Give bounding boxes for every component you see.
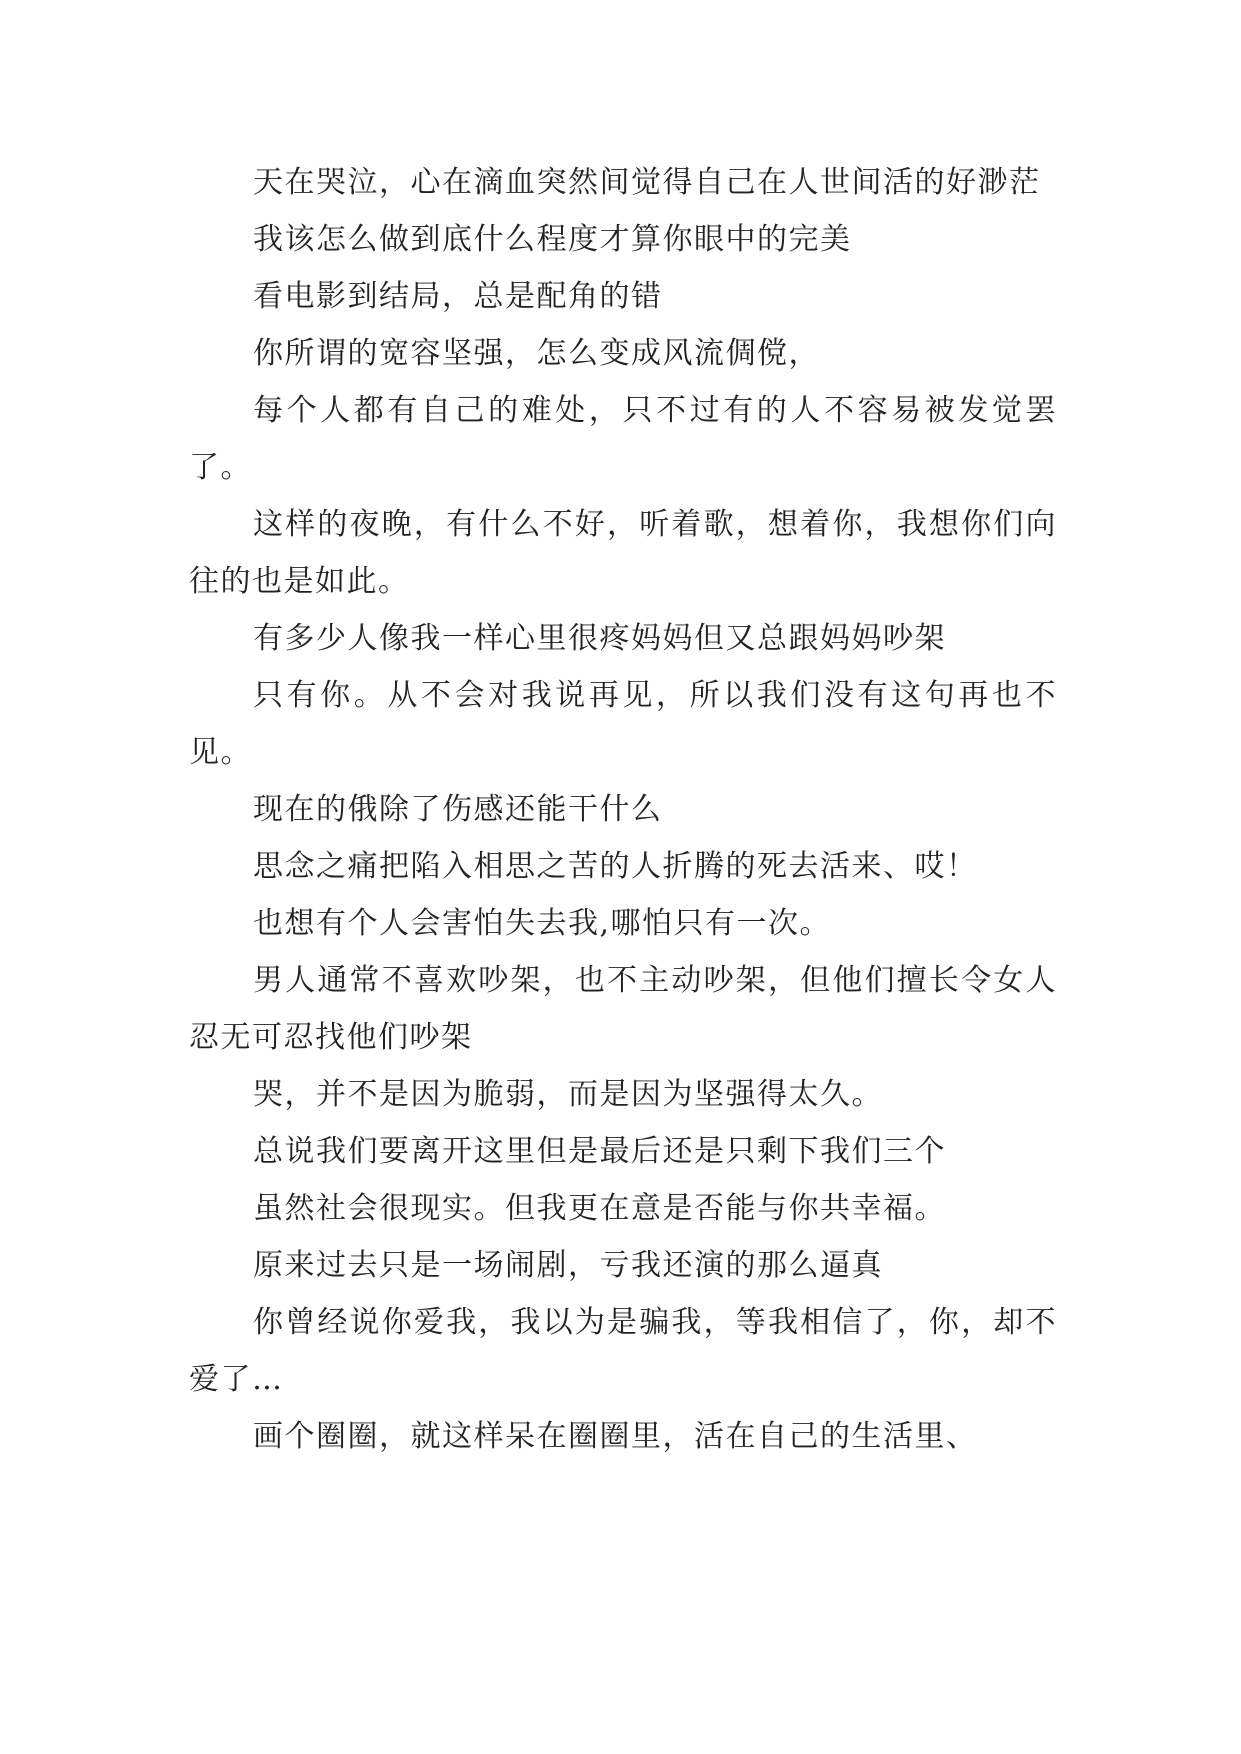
paragraph: 你曾经说你爱我，我以为是骗我，等我相信了，你，却不爱了… bbox=[189, 1305, 1057, 1397]
paragraph: 这样的夜晚，有什么不好，听着歌，想着你，我想你们向往的也是如此。 bbox=[189, 507, 1057, 599]
paragraph: 思念之痛把陷入相思之苦的人折腾的死去活来、哎！ bbox=[253, 849, 978, 884]
paragraph: 我该怎么做到底什么程度才算你眼中的完美 bbox=[253, 222, 852, 257]
paragraph: 有多少人像我一样心里很疼妈妈但又总跟妈妈吵架 bbox=[253, 621, 946, 656]
paragraph: 你所谓的宽容坚强，怎么变成风流倜傥， bbox=[253, 336, 820, 371]
paragraph: 男人通常不喜欢吵架，也不主动吵架，但他们擅长令女人忍无可忍找他们吵架 bbox=[189, 963, 1057, 1055]
paragraph: 画个圈圈，就这样呆在圈圈里，活在自己的生活里、 bbox=[253, 1419, 978, 1454]
paragraph: 每个人都有自己的难处，只不过有的人不容易被发觉罢了。 bbox=[189, 393, 1057, 485]
paragraph: 原来过去只是一场闹剧，亏我还演的那么逼真 bbox=[253, 1248, 883, 1283]
paragraph: 虽然社会很现实。但我更在意是否能与你共幸福。 bbox=[253, 1191, 946, 1226]
paragraph: 现在的俄除了伤感还能干什么 bbox=[253, 792, 663, 827]
document-body bbox=[189, 154, 1057, 1465]
paragraph: 看电影到结局，总是配角的错 bbox=[253, 279, 663, 314]
paragraph: 也想有个人会害怕失去我,哪怕只有一次。 bbox=[253, 906, 832, 941]
paragraph: 哭，并不是因为脆弱，而是因为坚强得太久。 bbox=[253, 1077, 883, 1112]
paragraph: 天在哭泣，心在滴血突然间觉得自己在人世间活的好渺茫 bbox=[253, 165, 1041, 200]
paragraph: 只有你。从不会对我说再见，所以我们没有这句再也不见。 bbox=[189, 678, 1057, 770]
paragraph: 总说我们要离开这里但是最后还是只剩下我们三个 bbox=[253, 1134, 946, 1169]
